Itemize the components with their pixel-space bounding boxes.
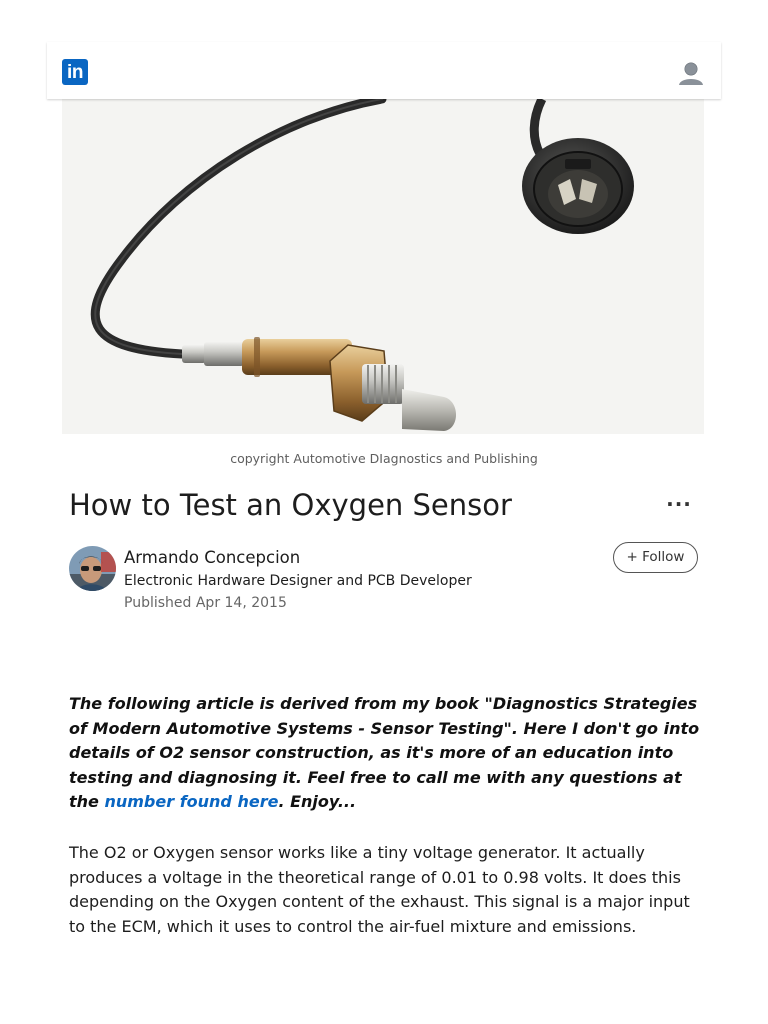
linkedin-logo[interactable]: in <box>62 59 88 85</box>
author-avatar[interactable] <box>69 546 116 591</box>
follow-button[interactable]: + Follow <box>613 542 698 573</box>
image-caption: copyright Automotive DIagnostics and Publishing <box>230 451 538 466</box>
intro-text: The following article is derived from my book "Diagnostics Strategies of Modern Automotive Systems - Sensor Testing". Here I don't go into details of O2 sensor construction, as it's more of an education into testing and diagnosing it. Feel free to call me with any questions at the <box>69 694 700 812</box>
more-options-button[interactable]: ··· <box>666 492 692 516</box>
intro-ending: . Enjoy... <box>278 792 357 812</box>
article-intro <box>69 692 709 815</box>
article-title: How to Test an Oxygen Sensor <box>69 488 512 522</box>
number-found-here-link[interactable]: number found here <box>104 792 279 812</box>
author-name[interactable]: Armando Concepcion <box>124 548 301 567</box>
published-date: Published Apr 14, 2015 <box>124 595 287 611</box>
top-nav-bar <box>47 42 721 99</box>
author-headline: Electronic Hardware Designer and PCB Developer <box>124 573 472 589</box>
article-body-paragraph: The O2 or Oxygen sensor works like a tiny voltage generator. It actually produces a voltage in the theoretical range of 0.01 to 0.98 volts. It does this depending on the Oxygen content of the exhaust. This signal is a major input to the ECM, which it uses to control the air-fuel mixture and emissions. <box>69 843 690 936</box>
article-cover-image <box>62 99 704 434</box>
oxygen-sensor-image <box>62 99 704 434</box>
user-avatar-icon[interactable] <box>678 60 704 86</box>
